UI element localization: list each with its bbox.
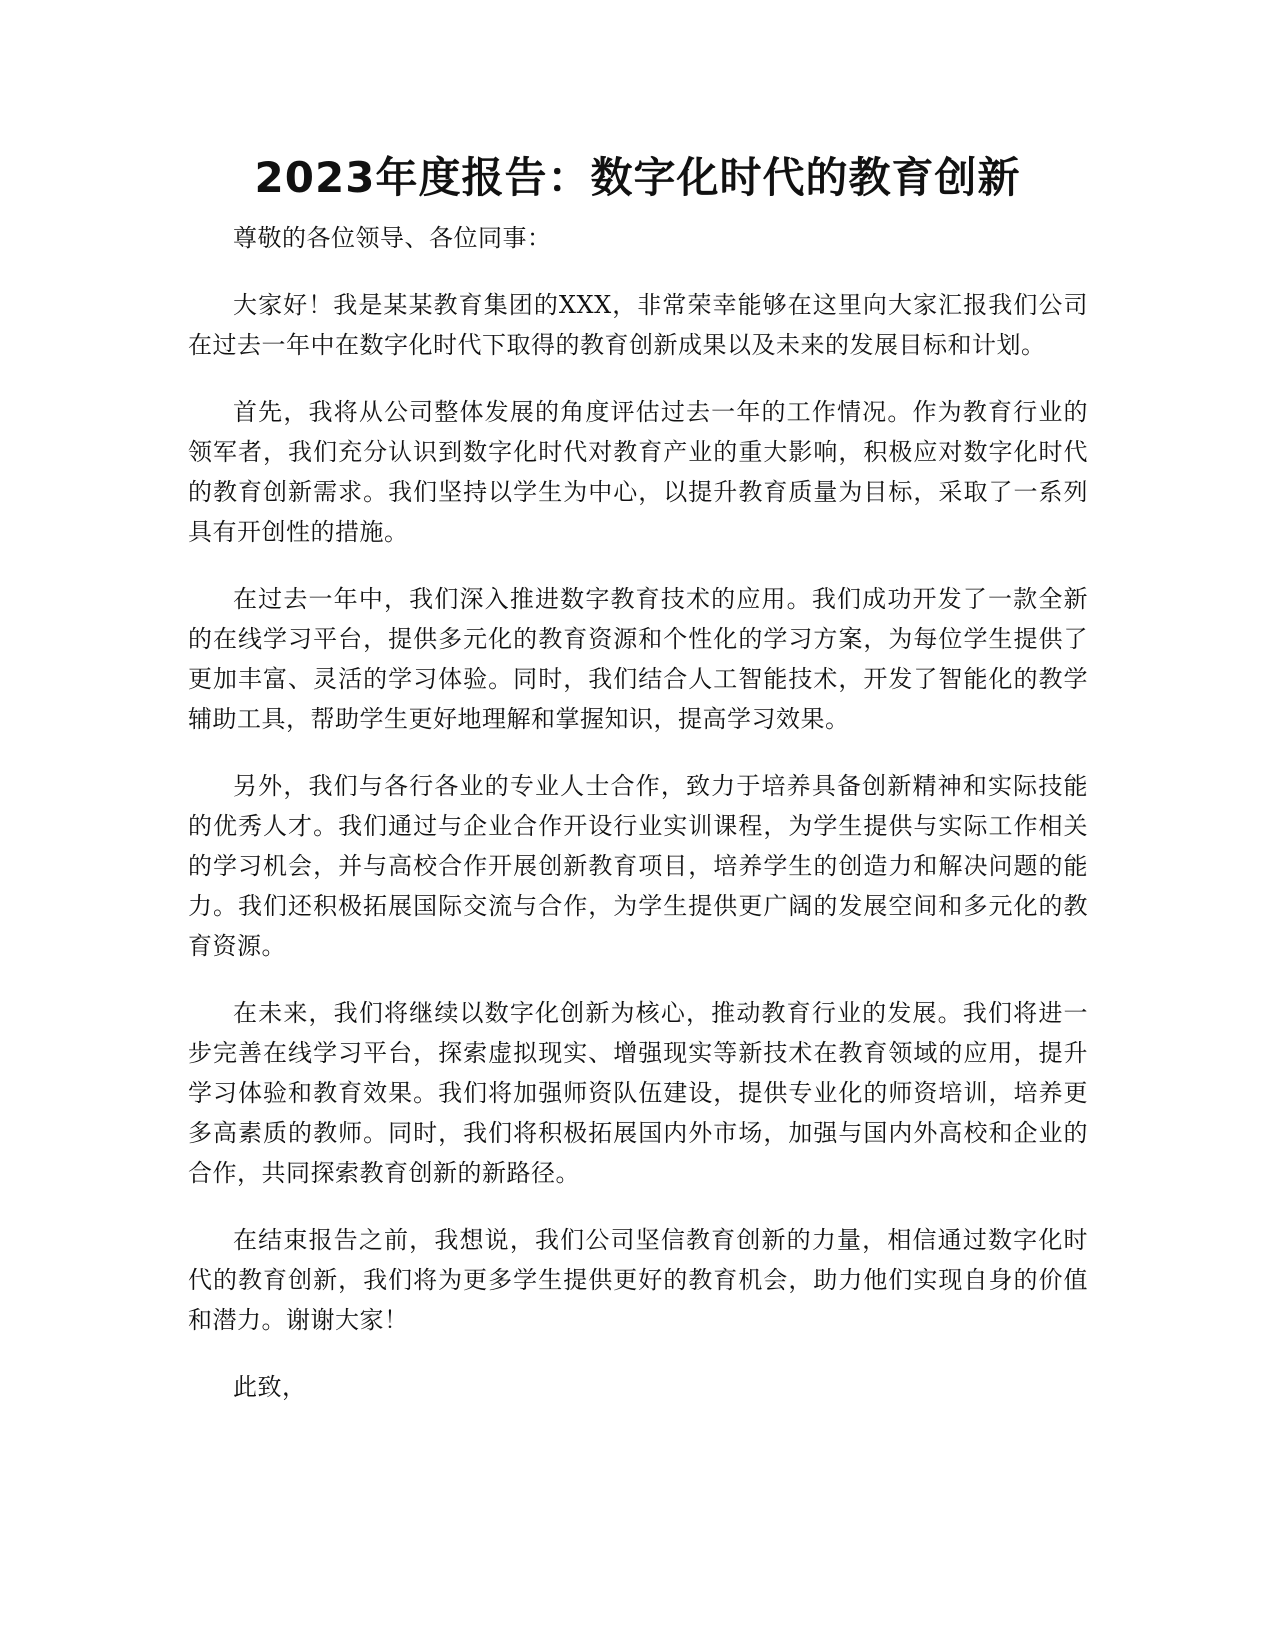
paragraph-greeting: 大家好！我是某某教育集团的XXX，非常荣幸能够在这里向大家汇报我们公司在过去一年中在数字化时代下取得的教育创新成果以及未来的发展目标和计划。 <box>188 291 1088 359</box>
paragraph-technology: 在过去一年中，我们深入推进数字教育技术的应用。我们成功开发了一款全新的在线学习平台，提供多元化的教育资源和个性化的学习方案，为每位学生提供了更加丰富、灵活的学习体验。同时，我们结合人工智能技术，开发了智能化的教学辅助工具，帮助学生更好地理解和掌握知识，提高学习效果。 <box>188 585 1088 733</box>
salutation: 尊敬的各位领导、各位同事： <box>233 224 552 252</box>
sign-off: 此致， <box>233 1373 307 1401</box>
paragraph-overview: 首先，我将从公司整体发展的角度评估过去一年的工作情况。作为教育行业的领军者，我们充分认识到数字化时代对教育产业的重大影响，积极应对数字化时代的教育创新需求。我们坚持以学生为中心，以提升教育质量为目标，采取了一系列具有开创性的措施。 <box>188 398 1088 546</box>
document-title: 2023年度报告：数字化时代的教育创新 <box>254 153 1021 202</box>
document-body <box>188 218 1088 1434</box>
paragraph-closing: 在结束报告之前，我想说，我们公司坚信教育创新的力量，相信通过数字化时代的教育创新，我们将为更多学生提供更好的教育机会，助力他们实现自身的价值和潜力。谢谢大家！ <box>188 1226 1088 1334</box>
paragraph-cooperation: 另外，我们与各行各业的专业人士合作，致力于培养具备创新精神和实际技能的优秀人才。我们通过与企业合作开设行业实训课程，为学生提供与实际工作相关的学习机会，并与高校合作开展创新教育项目，培养学生的创造力和解决问题的能力。我们还积极拓展国际交流与合作，为学生提供更广阔的发展空间和多元化的教育资源。 <box>188 772 1088 960</box>
paragraph-future: 在未来，我们将继续以数字化创新为核心，推动教育行业的发展。我们将进一步完善在线学习平台，探索虚拟现实、增强现实等新技术在教育领域的应用，提升学习体验和教育效果。我们将加强师资队伍建设，提供专业化的师资培训，培养更多高素质的教师。同时，我们将积极拓展国内外市场，加强与国内外高校和企业的合作，共同探索教育创新的新路径。 <box>188 999 1088 1187</box>
